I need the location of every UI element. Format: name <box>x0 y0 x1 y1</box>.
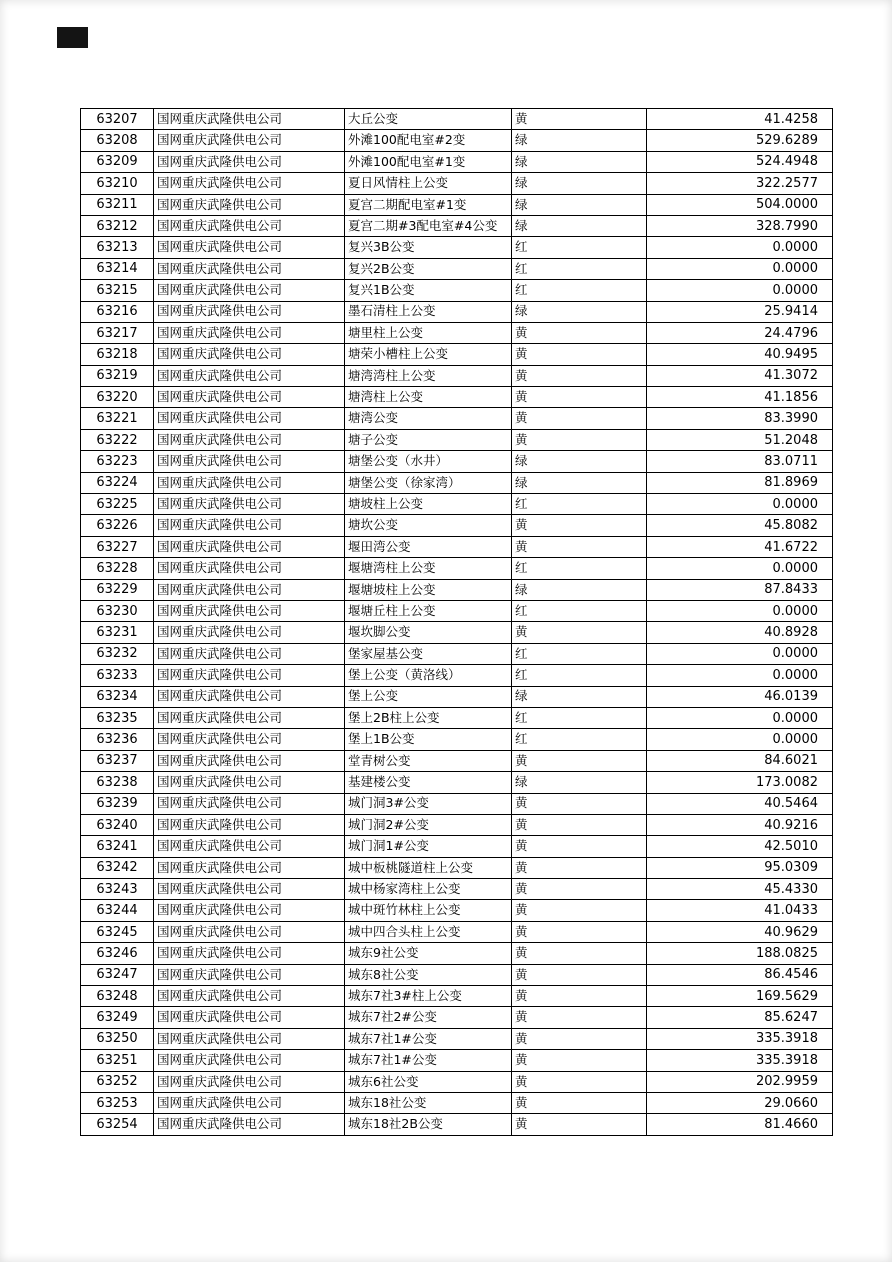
cell-station: 塘坎公变 <box>345 515 512 536</box>
cell-id: 63207 <box>81 109 154 130</box>
table-row <box>81 344 833 365</box>
cell-status: 黄 <box>512 344 647 365</box>
cell-company: 国网重庆武隆供电公司 <box>154 387 345 408</box>
table-row <box>81 536 833 557</box>
page-corner-mark <box>57 27 88 48</box>
cell-value: 173.0082 <box>647 772 833 793</box>
table-row <box>81 964 833 985</box>
cell-value: 0.0000 <box>647 494 833 515</box>
cell-station: 城东18社公变 <box>345 1092 512 1113</box>
cell-company: 国网重庆武隆供电公司 <box>154 1007 345 1028</box>
table-row <box>81 1114 833 1135</box>
cell-station: 城中板桃隧道柱上公变 <box>345 857 512 878</box>
table-row <box>81 772 833 793</box>
cell-company: 国网重庆武隆供电公司 <box>154 194 345 215</box>
cell-station: 堰坎脚公变 <box>345 622 512 643</box>
table-row <box>81 280 833 301</box>
cell-company: 国网重庆武隆供电公司 <box>154 558 345 579</box>
cell-status: 绿 <box>512 686 647 707</box>
cell-value: 322.2577 <box>647 173 833 194</box>
cell-company: 国网重庆武隆供电公司 <box>154 258 345 279</box>
cell-station: 塘堡公变（水井） <box>345 451 512 472</box>
table-row <box>81 622 833 643</box>
cell-station: 复兴3B公变 <box>345 237 512 258</box>
cell-value: 0.0000 <box>647 643 833 664</box>
cell-company: 国网重庆武隆供电公司 <box>154 579 345 600</box>
cell-company: 国网重庆武隆供电公司 <box>154 814 345 835</box>
cell-company: 国网重庆武隆供电公司 <box>154 643 345 664</box>
cell-company: 国网重庆武隆供电公司 <box>154 1092 345 1113</box>
cell-value: 29.0660 <box>647 1092 833 1113</box>
cell-status: 黄 <box>512 879 647 900</box>
cell-company: 国网重庆武隆供电公司 <box>154 109 345 130</box>
cell-id: 63231 <box>81 622 154 643</box>
table-row <box>81 665 833 686</box>
cell-company: 国网重庆武隆供电公司 <box>154 772 345 793</box>
cell-status: 黄 <box>512 921 647 942</box>
cell-id: 63219 <box>81 365 154 386</box>
cell-value: 87.8433 <box>647 579 833 600</box>
cell-company: 国网重庆武隆供电公司 <box>154 686 345 707</box>
table-row <box>81 836 833 857</box>
cell-value: 0.0000 <box>647 258 833 279</box>
power-station-table <box>80 108 833 1136</box>
table-row <box>81 857 833 878</box>
cell-value: 24.4796 <box>647 322 833 343</box>
cell-status: 绿 <box>512 579 647 600</box>
cell-value: 0.0000 <box>647 665 833 686</box>
cell-id: 63230 <box>81 600 154 621</box>
cell-station: 夏宫二期#3配电室#4公变 <box>345 215 512 236</box>
table-row <box>81 301 833 322</box>
cell-id: 63234 <box>81 686 154 707</box>
cell-id: 63229 <box>81 579 154 600</box>
cell-status: 黄 <box>512 322 647 343</box>
cell-id: 63250 <box>81 1028 154 1049</box>
cell-status: 黄 <box>512 943 647 964</box>
table-row <box>81 237 833 258</box>
cell-company: 国网重庆武隆供电公司 <box>154 472 345 493</box>
cell-company: 国网重庆武隆供电公司 <box>154 622 345 643</box>
cell-status: 绿 <box>512 772 647 793</box>
cell-station: 城中斑竹林柱上公变 <box>345 900 512 921</box>
cell-status: 黄 <box>512 622 647 643</box>
cell-status: 绿 <box>512 472 647 493</box>
cell-id: 63214 <box>81 258 154 279</box>
cell-id: 63225 <box>81 494 154 515</box>
cell-company: 国网重庆武隆供电公司 <box>154 494 345 515</box>
cell-value: 41.3072 <box>647 365 833 386</box>
cell-company: 国网重庆武隆供电公司 <box>154 857 345 878</box>
cell-id: 63249 <box>81 1007 154 1028</box>
cell-status: 黄 <box>512 536 647 557</box>
cell-status: 黄 <box>512 1007 647 1028</box>
cell-station: 墨石清柱上公变 <box>345 301 512 322</box>
cell-station: 堡上公变 <box>345 686 512 707</box>
cell-id: 63215 <box>81 280 154 301</box>
cell-value: 83.0711 <box>647 451 833 472</box>
cell-status: 绿 <box>512 451 647 472</box>
cell-company: 国网重庆武隆供电公司 <box>154 344 345 365</box>
cell-value: 41.4258 <box>647 109 833 130</box>
cell-value: 45.8082 <box>647 515 833 536</box>
cell-value: 81.4660 <box>647 1114 833 1135</box>
table-row <box>81 1071 833 1092</box>
cell-company: 国网重庆武隆供电公司 <box>154 365 345 386</box>
cell-value: 40.8928 <box>647 622 833 643</box>
table-row <box>81 900 833 921</box>
cell-value: 84.6021 <box>647 750 833 771</box>
cell-value: 40.9629 <box>647 921 833 942</box>
cell-status: 黄 <box>512 836 647 857</box>
cell-status: 绿 <box>512 173 647 194</box>
cell-company: 国网重庆武隆供电公司 <box>154 793 345 814</box>
cell-station: 堡上1B公变 <box>345 729 512 750</box>
cell-id: 63233 <box>81 665 154 686</box>
cell-station: 塘湾柱上公变 <box>345 387 512 408</box>
cell-value: 40.9495 <box>647 344 833 365</box>
cell-id: 63218 <box>81 344 154 365</box>
cell-company: 国网重庆武隆供电公司 <box>154 879 345 900</box>
cell-station: 夏日风情柱上公变 <box>345 173 512 194</box>
cell-id: 63253 <box>81 1092 154 1113</box>
cell-company: 国网重庆武隆供电公司 <box>154 536 345 557</box>
table-row <box>81 151 833 172</box>
cell-id: 63221 <box>81 408 154 429</box>
table-row <box>81 686 833 707</box>
cell-id: 63247 <box>81 964 154 985</box>
cell-id: 63220 <box>81 387 154 408</box>
cell-status: 红 <box>512 665 647 686</box>
cell-station: 堡家屋基公变 <box>345 643 512 664</box>
cell-status: 绿 <box>512 130 647 151</box>
cell-station: 塘里柱上公变 <box>345 322 512 343</box>
cell-id: 63244 <box>81 900 154 921</box>
table-row <box>81 558 833 579</box>
table-row <box>81 729 833 750</box>
cell-value: 0.0000 <box>647 280 833 301</box>
table-row <box>81 451 833 472</box>
cell-id: 63211 <box>81 194 154 215</box>
cell-id: 63241 <box>81 836 154 857</box>
cell-station: 外滩100配电室#2变 <box>345 130 512 151</box>
table-row <box>81 750 833 771</box>
cell-id: 63239 <box>81 793 154 814</box>
table-row <box>81 515 833 536</box>
table-row <box>81 1007 833 1028</box>
cell-station: 城门洞2#公变 <box>345 814 512 835</box>
table-row <box>81 130 833 151</box>
table-row <box>81 793 833 814</box>
cell-value: 328.7990 <box>647 215 833 236</box>
cell-station: 外滩100配电室#1变 <box>345 151 512 172</box>
cell-value: 25.9414 <box>647 301 833 322</box>
cell-id: 63236 <box>81 729 154 750</box>
cell-status: 绿 <box>512 151 647 172</box>
cell-station: 城东8社公变 <box>345 964 512 985</box>
cell-station: 城门洞3#公变 <box>345 793 512 814</box>
cell-value: 202.9959 <box>647 1071 833 1092</box>
cell-company: 国网重庆武隆供电公司 <box>154 515 345 536</box>
table-row <box>81 365 833 386</box>
cell-value: 51.2048 <box>647 429 833 450</box>
cell-id: 63212 <box>81 215 154 236</box>
cell-id: 63243 <box>81 879 154 900</box>
cell-value: 81.8969 <box>647 472 833 493</box>
cell-status: 绿 <box>512 215 647 236</box>
table-row <box>81 1092 833 1113</box>
cell-station: 城中杨家湾柱上公变 <box>345 879 512 900</box>
cell-status: 黄 <box>512 1050 647 1071</box>
cell-value: 335.3918 <box>647 1028 833 1049</box>
cell-id: 63226 <box>81 515 154 536</box>
cell-value: 41.6722 <box>647 536 833 557</box>
cell-id: 63210 <box>81 173 154 194</box>
cell-id: 63235 <box>81 707 154 728</box>
cell-station: 塘子公变 <box>345 429 512 450</box>
cell-company: 国网重庆武隆供电公司 <box>154 665 345 686</box>
cell-status: 红 <box>512 280 647 301</box>
cell-status: 红 <box>512 600 647 621</box>
cell-value: 83.3990 <box>647 408 833 429</box>
cell-status: 黄 <box>512 387 647 408</box>
cell-station: 城东7社3#柱上公变 <box>345 986 512 1007</box>
cell-value: 41.1856 <box>647 387 833 408</box>
table-row <box>81 173 833 194</box>
cell-station: 城门洞1#公变 <box>345 836 512 857</box>
cell-status: 红 <box>512 237 647 258</box>
cell-value: 41.0433 <box>647 900 833 921</box>
cell-value: 0.0000 <box>647 558 833 579</box>
table-row <box>81 494 833 515</box>
cell-station: 堰田湾公变 <box>345 536 512 557</box>
cell-station: 复兴1B公变 <box>345 280 512 301</box>
cell-station: 城中四合头柱上公变 <box>345 921 512 942</box>
cell-status: 红 <box>512 258 647 279</box>
cell-id: 63251 <box>81 1050 154 1071</box>
cell-id: 63248 <box>81 986 154 1007</box>
cell-status: 黄 <box>512 986 647 1007</box>
cell-value: 504.0000 <box>647 194 833 215</box>
cell-id: 63213 <box>81 237 154 258</box>
cell-station: 堰塘丘柱上公变 <box>345 600 512 621</box>
cell-value: 40.9216 <box>647 814 833 835</box>
table-row <box>81 1028 833 1049</box>
cell-company: 国网重庆武隆供电公司 <box>154 729 345 750</box>
cell-status: 黄 <box>512 814 647 835</box>
cell-station: 塘荣小槽柱上公变 <box>345 344 512 365</box>
cell-company: 国网重庆武隆供电公司 <box>154 600 345 621</box>
cell-status: 绿 <box>512 301 647 322</box>
table-row <box>81 579 833 600</box>
cell-company: 国网重庆武隆供电公司 <box>154 1114 345 1135</box>
table-row <box>81 943 833 964</box>
table-row <box>81 322 833 343</box>
cell-value: 0.0000 <box>647 729 833 750</box>
table-row <box>81 215 833 236</box>
cell-company: 国网重庆武隆供电公司 <box>154 151 345 172</box>
table-row <box>81 707 833 728</box>
cell-id: 63216 <box>81 301 154 322</box>
cell-company: 国网重庆武隆供电公司 <box>154 964 345 985</box>
cell-station: 城东7社1#公变 <box>345 1050 512 1071</box>
cell-station: 塘湾公变 <box>345 408 512 429</box>
table-row <box>81 472 833 493</box>
cell-company: 国网重庆武隆供电公司 <box>154 215 345 236</box>
cell-company: 国网重庆武隆供电公司 <box>154 301 345 322</box>
cell-station: 塘坡柱上公变 <box>345 494 512 515</box>
cell-station: 城东18社2B公变 <box>345 1114 512 1135</box>
cell-value: 529.6289 <box>647 130 833 151</box>
cell-status: 黄 <box>512 429 647 450</box>
cell-station: 城东7社1#公变 <box>345 1028 512 1049</box>
cell-id: 63223 <box>81 451 154 472</box>
cell-id: 63245 <box>81 921 154 942</box>
cell-id: 63227 <box>81 536 154 557</box>
cell-id: 63222 <box>81 429 154 450</box>
cell-value: 169.5629 <box>647 986 833 1007</box>
cell-status: 红 <box>512 643 647 664</box>
cell-status: 黄 <box>512 515 647 536</box>
table-row <box>81 194 833 215</box>
cell-station: 城东6社公变 <box>345 1071 512 1092</box>
cell-status: 红 <box>512 494 647 515</box>
cell-status: 红 <box>512 707 647 728</box>
cell-status: 黄 <box>512 964 647 985</box>
table-row <box>81 387 833 408</box>
cell-id: 63240 <box>81 814 154 835</box>
cell-station: 城东9社公变 <box>345 943 512 964</box>
cell-company: 国网重庆武隆供电公司 <box>154 986 345 1007</box>
cell-station: 城东7社2#公变 <box>345 1007 512 1028</box>
cell-id: 63209 <box>81 151 154 172</box>
cell-value: 95.0309 <box>647 857 833 878</box>
cell-id: 63254 <box>81 1114 154 1135</box>
cell-id: 63237 <box>81 750 154 771</box>
cell-company: 国网重庆武隆供电公司 <box>154 836 345 857</box>
cell-company: 国网重庆武隆供电公司 <box>154 1071 345 1092</box>
cell-status: 红 <box>512 729 647 750</box>
cell-status: 黄 <box>512 793 647 814</box>
cell-status: 绿 <box>512 194 647 215</box>
table-row <box>81 643 833 664</box>
cell-status: 黄 <box>512 1114 647 1135</box>
cell-value: 0.0000 <box>647 600 833 621</box>
cell-id: 63252 <box>81 1071 154 1092</box>
cell-id: 63242 <box>81 857 154 878</box>
cell-id: 63208 <box>81 130 154 151</box>
cell-status: 黄 <box>512 1028 647 1049</box>
cell-station: 堡上公变（黄洛线） <box>345 665 512 686</box>
cell-company: 国网重庆武隆供电公司 <box>154 1050 345 1071</box>
cell-station: 堡上2B柱上公变 <box>345 707 512 728</box>
cell-id: 63217 <box>81 322 154 343</box>
cell-station: 大丘公变 <box>345 109 512 130</box>
cell-value: 0.0000 <box>647 707 833 728</box>
cell-status: 黄 <box>512 750 647 771</box>
table-row <box>81 879 833 900</box>
cell-status: 黄 <box>512 900 647 921</box>
cell-company: 国网重庆武隆供电公司 <box>154 750 345 771</box>
cell-station: 堂青树公变 <box>345 750 512 771</box>
cell-id: 63246 <box>81 943 154 964</box>
cell-value: 42.5010 <box>647 836 833 857</box>
cell-company: 国网重庆武隆供电公司 <box>154 322 345 343</box>
table-row <box>81 258 833 279</box>
cell-id: 63224 <box>81 472 154 493</box>
table-row <box>81 408 833 429</box>
cell-station: 塘堡公变（徐家湾） <box>345 472 512 493</box>
table-row <box>81 814 833 835</box>
cell-company: 国网重庆武隆供电公司 <box>154 451 345 472</box>
table-row <box>81 921 833 942</box>
cell-company: 国网重庆武隆供电公司 <box>154 943 345 964</box>
cell-status: 红 <box>512 558 647 579</box>
cell-status: 黄 <box>512 1071 647 1092</box>
table-row <box>81 600 833 621</box>
cell-status: 黄 <box>512 365 647 386</box>
cell-company: 国网重庆武隆供电公司 <box>154 921 345 942</box>
cell-company: 国网重庆武隆供电公司 <box>154 130 345 151</box>
cell-station: 堰塘湾柱上公变 <box>345 558 512 579</box>
table-row <box>81 986 833 1007</box>
cell-id: 63232 <box>81 643 154 664</box>
cell-value: 46.0139 <box>647 686 833 707</box>
cell-value: 524.4948 <box>647 151 833 172</box>
table-row <box>81 1050 833 1071</box>
table-row <box>81 429 833 450</box>
cell-value: 188.0825 <box>647 943 833 964</box>
cell-value: 45.4330 <box>647 879 833 900</box>
cell-company: 国网重庆武隆供电公司 <box>154 237 345 258</box>
cell-company: 国网重庆武隆供电公司 <box>154 900 345 921</box>
cell-company: 国网重庆武隆供电公司 <box>154 707 345 728</box>
cell-company: 国网重庆武隆供电公司 <box>154 429 345 450</box>
table-body <box>81 109 833 1136</box>
cell-company: 国网重庆武隆供电公司 <box>154 280 345 301</box>
cell-value: 85.6247 <box>647 1007 833 1028</box>
cell-station: 基建楼公变 <box>345 772 512 793</box>
cell-value: 40.5464 <box>647 793 833 814</box>
cell-value: 335.3918 <box>647 1050 833 1071</box>
cell-station: 塘湾湾柱上公变 <box>345 365 512 386</box>
cell-value: 86.4546 <box>647 964 833 985</box>
cell-company: 国网重庆武隆供电公司 <box>154 408 345 429</box>
cell-station: 夏宫二期配电室#1变 <box>345 194 512 215</box>
cell-company: 国网重庆武隆供电公司 <box>154 1028 345 1049</box>
cell-station: 堰塘坡柱上公变 <box>345 579 512 600</box>
cell-id: 63238 <box>81 772 154 793</box>
table-row <box>81 109 833 130</box>
cell-id: 63228 <box>81 558 154 579</box>
cell-company: 国网重庆武隆供电公司 <box>154 173 345 194</box>
cell-status: 黄 <box>512 1092 647 1113</box>
cell-status: 黄 <box>512 857 647 878</box>
cell-station: 复兴2B公变 <box>345 258 512 279</box>
cell-value: 0.0000 <box>647 237 833 258</box>
cell-status: 黄 <box>512 408 647 429</box>
cell-status: 黄 <box>512 109 647 130</box>
